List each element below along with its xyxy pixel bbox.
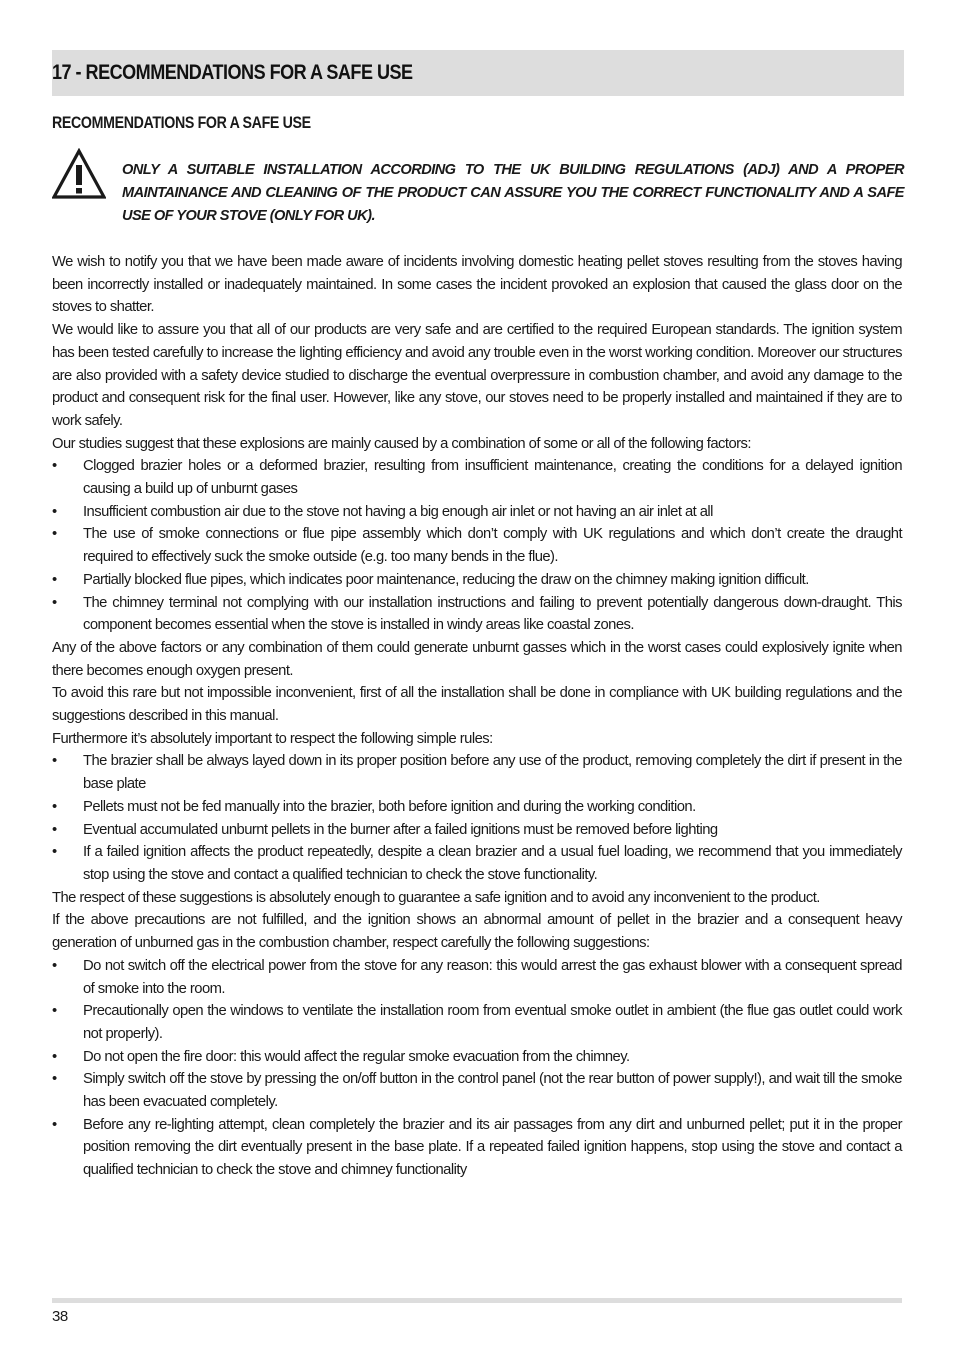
list-item bbox=[52, 1046, 902, 1069]
factors-list bbox=[52, 455, 902, 637]
warning-triangle-icon bbox=[52, 148, 106, 200]
section-header bbox=[52, 50, 904, 96]
list-item-text: Partially blocked flue pipes, which indicates poor maintenance, reducing the draw on the chimney making ignition difficult. bbox=[83, 571, 809, 588]
paragraph: We wish to notify you that we have been made aware of incidents involving domestic heating pellet stoves resulting from the stoves having been incorrectly installed or inadequately maintained. In some cases the incident provoked an explosion that caused the glass door on the stoves to shatter. bbox=[52, 254, 902, 316]
list-item-text: Eventual accumulated unburnt pellets in the burner after a failed ignitions must be removed before lighting bbox=[83, 821, 718, 838]
list-item-text: The use of smoke connections or flue pipe assembly which don’t comply with UK regulations and which don’t create the draught required to effectively suck the smoke outside (e.g. too many bends in the flue). bbox=[83, 526, 902, 566]
paragraph: We would like to assure you that all of our products are very safe and are certified to the required European standards. The ignition system has been tested carefully to increase the lighting efficiency and avoid any trouble even in the worst working condition. Moreover our structures are also provided with a safety device studied to discharge the eventual overpressure in combustion chamber, and avoid any damage to the product and consequent risk for the final user. However, like any stove, our stoves need to be properly installed and maintained if they are to work safely. bbox=[52, 322, 902, 429]
bullet: • bbox=[52, 594, 57, 611]
list-item bbox=[52, 841, 902, 886]
bullet: • bbox=[52, 503, 57, 520]
paragraph: Our studies suggest that these explosions are mainly caused by a combination of some or all of the following factors: bbox=[52, 435, 751, 452]
footer-divider bbox=[52, 1298, 902, 1303]
list-item bbox=[52, 592, 902, 637]
rules-list bbox=[52, 750, 902, 886]
bullet: • bbox=[52, 753, 57, 770]
paragraph: If the above precautions are not fulfilled, and the ignition shows an abnormal amount of pellet in the brazier and a consequent heavy generation of unburned gas in the combustion chamber, respect carefully the following suggestions: bbox=[52, 912, 902, 952]
bullet: • bbox=[52, 1003, 57, 1020]
list-item-text: If a failed ignition affects the product repeatedly, despite a clean brazier and a usual fuel loading, we recommend that you immediately stop using the stove and contact a qualified technician to check the stove functionality. bbox=[83, 844, 902, 883]
list-item-text: Do not open the fire door: this would affect the regular smoke evacuation from the chimney. bbox=[83, 1048, 630, 1065]
list-item-text: The chimney terminal not complying with our installation instructions and failing to prevent potentially dangerous down-draught. This component becomes essential when the stove is installed in windy areas like coastal zones. bbox=[83, 594, 902, 634]
list-item bbox=[52, 1114, 902, 1182]
list-item bbox=[52, 750, 902, 795]
bullet: • bbox=[52, 1048, 57, 1065]
warning-notice bbox=[52, 148, 904, 232]
subheading: RECOMMENDATIONS FOR A SAFE USE bbox=[52, 114, 311, 132]
list-item-text: Before any re-lighting attempt, clean completely the brazier and its air passages from any dirt and unburned pellet; put it in the proper position removing the dirt eventually present in the base plate. If a repeated failed ignition happens, stop using the stove and contact a qualified technician to check the stove and chimney functionality bbox=[83, 1116, 902, 1179]
page-number: 38 bbox=[52, 1308, 68, 1325]
bullet: • bbox=[52, 1116, 57, 1133]
list-item bbox=[52, 819, 902, 842]
body-text bbox=[52, 251, 902, 1182]
list-item bbox=[52, 955, 902, 1000]
list-item bbox=[52, 455, 902, 500]
bullet: • bbox=[52, 798, 57, 815]
list-item bbox=[52, 569, 902, 592]
list-item-text: Do not switch off the electrical power from the stove for any reason: this would arrest the gas exhaust blower with a consequent spread of smoke into the room. bbox=[83, 957, 902, 997]
paragraph: Any of the above factors or any combination of them could generate unburnt gasses which in the worst cases could explosively ignite when there becomes enough oxygen present. bbox=[52, 639, 902, 679]
list-item-text: Simply switch off the stove by pressing the on/off button in the control panel (not the rear button of power supply!), and wait till the smoke has been evacuated completely. bbox=[83, 1071, 902, 1111]
bullet: • bbox=[52, 844, 57, 861]
list-item bbox=[52, 1000, 902, 1045]
bullet: • bbox=[52, 821, 57, 838]
list-item-text: The brazier shall be always layed down in its proper position before any use of the product, removing completely the dirt if present in the base plate bbox=[83, 753, 902, 793]
bullet: • bbox=[52, 1071, 57, 1088]
list-item bbox=[52, 796, 902, 819]
paragraph: Furthermore it’s absolutely important to respect the following simple rules: bbox=[52, 730, 493, 747]
list-item bbox=[52, 1068, 902, 1113]
list-item bbox=[52, 523, 902, 568]
bullet: • bbox=[52, 458, 57, 475]
warning-text: ONLY A SUITABLE INSTALLATION ACCORDING TO THE UK BUILDING REGULATIONS (ADJ) AND A PROPER MAINTAINANCE AND CLEANING OF THE PRODUCT CAN ASSURE YOU THE CORRECT FUNCTIONALITY AND A SAFE USE OF YOUR STOVE (ONLY FOR UK). bbox=[122, 162, 904, 224]
list-item-text: Clogged brazier holes or a deformed brazier, resulting from insufficient maintenance, creating the conditions for a delayed ignition causing a build up of unburnt gases bbox=[83, 458, 902, 498]
list-item bbox=[52, 501, 902, 524]
bullet: • bbox=[52, 526, 57, 543]
bullet: • bbox=[52, 571, 57, 588]
list-item-text: Insufficient combustion air due to the stove not having a big enough air inlet or not having an air inlet at all bbox=[83, 503, 713, 520]
list-item-text: Precautionally open the windows to ventilate the installation room from eventual smoke outlet in ambient (the flue gas outlet could work not properly). bbox=[83, 1003, 902, 1042]
paragraph: To avoid this rare but not impossible inconvenient, first of all the installation shall be done in compliance with UK building regulations and the suggestions described in this manual. bbox=[52, 685, 902, 725]
section-title: 17 - RECOMMENDATIONS FOR A SAFE USE bbox=[52, 61, 413, 84]
paragraph: The respect of these suggestions is absolutely enough to guarantee a safe ignition and to avoid any inconvenient to the product. bbox=[52, 889, 820, 906]
suggestions-list bbox=[52, 955, 902, 1182]
list-item-text: Pellets must not be fed manually into the brazier, both before ignition and during the working condition. bbox=[83, 798, 696, 815]
bullet: • bbox=[52, 957, 57, 974]
